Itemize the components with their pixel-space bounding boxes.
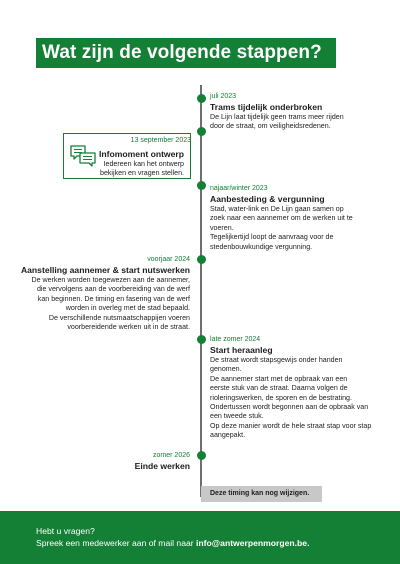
step-body: De werken worden toegewezen aan de aannemer, die vervolgens aan de voorbereiding van de werf kan beginnen. De timing en fasering van de werf worden in overleg met de stad bepaald. De verschillende nutsmaatschappijen voeren voorbereidende werken uit in de straat. [31,276,190,332]
step-body: De straat wordt stapsgewijs onder handen genomen. De aannemer start met de opbraak van een eerste stuk van de straat. Daarna volgen de rioleringswerken, de sporen en de bestrating. Ondertussen wordt begonnen aan de opbraak van een tweede stuk. Op deze manier wordt de hele straat stap voor stap aangepakt. [210,356,372,440]
step-body: De Lijn laat tijdelijk geen trams meer rijden door de straat, om veiligheidsredenen. [210,113,344,131]
timeline-dot [197,181,206,190]
timeline-step [210,92,385,132]
email-link[interactable]: info@antwerpenmorgen.be. [196,538,310,548]
step-date: 13 september 2023 [130,137,191,144]
step-heading: Aanbesteding & vergunning [210,194,325,204]
step-heading: Infomoment ontwerp [99,149,184,159]
step-heading: Aanstelling aannemer & start nutswerken [20,265,190,275]
timeline-dot [197,255,206,264]
footer [0,511,400,564]
timeline-line [200,85,202,497]
step-heading: Einde werken [134,461,190,471]
timeline-step [210,184,385,252]
footer-contact: Spreek een medewerker aan of mail naar info@antwerpenmorgen.be. [36,538,310,548]
timing-note: Deze timing kan nog wijzigen. [201,486,322,502]
step-date: juli 2023 [210,93,237,100]
page-title: Wat zijn de volgende stappen? [36,38,336,68]
timeline-dot [197,94,206,103]
step-date: zomer 2026 [153,452,190,459]
timeline-step [210,335,385,441]
step-date: najaar/winter 2023 [210,185,268,192]
infomoment-text [96,149,184,179]
step-body: Stad, water-link en De Lijn gaan samen op zoek naar een aannemer om de werken uit te voeren. Tegelijkertijd loopt de aanvraag voor de stedenbouwkundige vergunning. [210,205,353,251]
footer-question: Hebt u vragen? [36,526,95,536]
timeline-step [10,255,190,332]
chat-bubbles-icon [70,144,96,168]
step-date: late zomer 2024 [210,336,261,343]
step-body: Iedereen kan het ontwerp bekijken en vragen stellen. [100,160,184,178]
timeline-step [10,451,190,472]
timeline-dot [197,335,206,344]
step-heading: Trams tijdelijk onderbroken [210,102,323,112]
timeline-dot [197,451,206,460]
step-date: voorjaar 2024 [147,256,190,263]
timeline-dot [197,127,206,136]
step-heading: Start heraanleg [210,345,273,355]
